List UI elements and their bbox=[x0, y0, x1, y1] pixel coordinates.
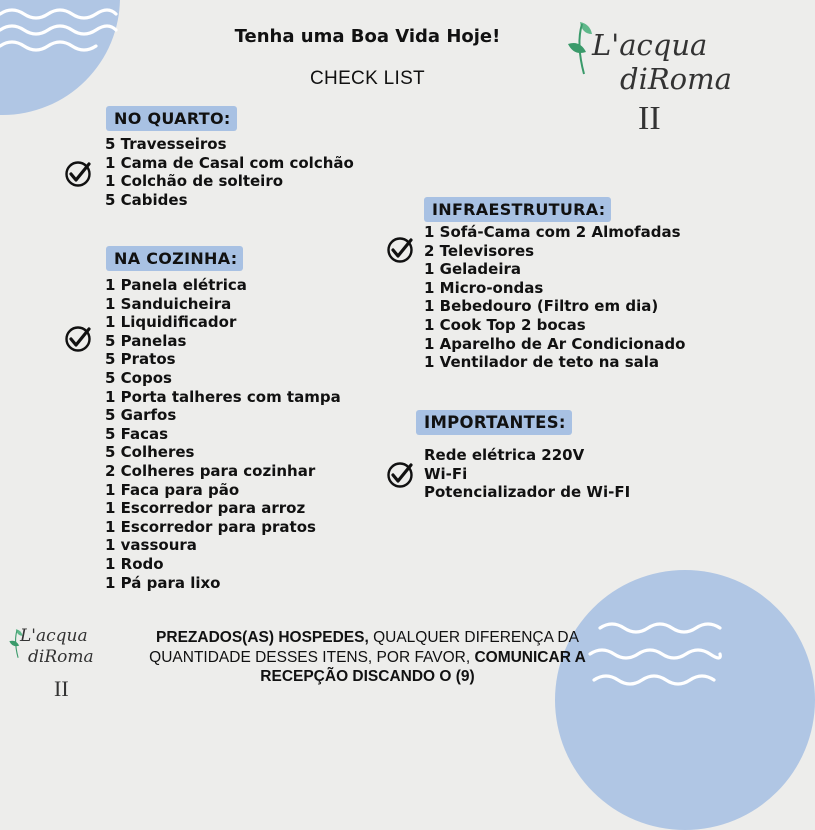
footer-notice bbox=[140, 628, 595, 687]
list-item: 1 Sanduicheira bbox=[105, 294, 232, 313]
footer-bold-1: PREZADOS(AS) HOSPEDES, bbox=[156, 629, 369, 646]
brand-logo-top bbox=[560, 12, 732, 142]
section-heading-cozinha: NA COZINHA: bbox=[106, 246, 243, 271]
list-item: 1 Colchão de solteiro bbox=[105, 172, 284, 191]
list-item: 5 Pratos bbox=[105, 350, 176, 369]
list-item: 1 Geladeira bbox=[424, 260, 521, 279]
list-item: 1 Escorredor para arroz bbox=[105, 499, 306, 518]
logo-numeral: II bbox=[54, 676, 69, 701]
list-item: 1 Panela elétrica bbox=[105, 276, 247, 294]
list-cozinha bbox=[105, 276, 341, 592]
section-heading-quarto: NO QUARTO: bbox=[106, 106, 237, 131]
list-item: 5 Copos bbox=[105, 368, 172, 387]
footer-text: QUALQUER DIFERENÇA DA QUANTIDADE DESSES ITENS, POR FAVOR, bbox=[149, 629, 579, 666]
list-item: 1 Rodo bbox=[105, 554, 164, 573]
list-item: 1 Ventilador de teto na sala bbox=[424, 353, 660, 372]
list-item: 5 Garfos bbox=[105, 406, 177, 425]
list-item: 5 Panelas bbox=[105, 331, 187, 350]
logo-numeral: II bbox=[638, 100, 661, 137]
brand-logo-bottom bbox=[4, 620, 114, 715]
list-item: 1 Faca para pão bbox=[105, 480, 240, 499]
check-icon-cozinha bbox=[64, 323, 94, 353]
page-subtitle: CHECK LIST bbox=[310, 68, 425, 89]
list-item: 1 Micro-ondas bbox=[424, 278, 544, 297]
logo-line-1: L'acqua bbox=[20, 626, 88, 646]
list-item: Potencializador de Wi-FI bbox=[424, 483, 631, 502]
logo-line-2: diRoma bbox=[620, 62, 732, 96]
list-item: 2 Televisores bbox=[424, 241, 535, 260]
list-item: Wi-Fi bbox=[424, 464, 468, 483]
list-item: 1 Porta talheres com tampa bbox=[105, 387, 341, 406]
logo-line-2: diRoma bbox=[28, 647, 94, 667]
check-icon-quarto bbox=[64, 158, 94, 188]
list-item: 1 vassoura bbox=[105, 536, 197, 555]
list-item: 1 Sofá-Cama com 2 Almofadas bbox=[424, 223, 681, 241]
list-item: 2 Colheres para cozinhar bbox=[105, 461, 316, 480]
logo-line-1: L'acqua bbox=[592, 28, 708, 62]
list-item: Rede elétrica 220V bbox=[424, 446, 585, 464]
list-item: 1 Bebedouro (Filtro em dia) bbox=[424, 297, 659, 316]
section-heading-importantes: IMPORTANTES: bbox=[416, 410, 572, 435]
list-importantes bbox=[424, 446, 630, 502]
list-item: 1 Aparelho de Ar Condicionado bbox=[424, 334, 686, 353]
waves-bottom-right-icon bbox=[590, 604, 720, 704]
page-title: Tenha uma Boa Vida Hoje! bbox=[234, 26, 501, 47]
check-icon-importantes bbox=[386, 459, 416, 489]
list-item: 5 Travesseiros bbox=[105, 135, 227, 153]
list-infra bbox=[424, 223, 685, 372]
list-item: 5 Cabides bbox=[105, 190, 188, 209]
list-item: 1 Liquidificador bbox=[105, 313, 237, 332]
list-item: 1 Cama de Casal com colchão bbox=[105, 153, 354, 172]
list-item: 1 Cook Top 2 bocas bbox=[424, 315, 586, 334]
footer-bold-2: COMUNICAR A RECEPÇÃO DISCANDO O (9) bbox=[260, 648, 586, 685]
list-quarto bbox=[105, 135, 354, 209]
section-heading-infra: INFRAESTRUTURA: bbox=[424, 197, 611, 222]
list-item: 1 Pá para lixo bbox=[105, 573, 221, 592]
list-item: 5 Facas bbox=[105, 424, 169, 443]
list-item: 5 Colheres bbox=[105, 443, 195, 462]
list-item: 1 Escorredor para pratos bbox=[105, 517, 316, 536]
check-icon-infra bbox=[386, 234, 416, 264]
